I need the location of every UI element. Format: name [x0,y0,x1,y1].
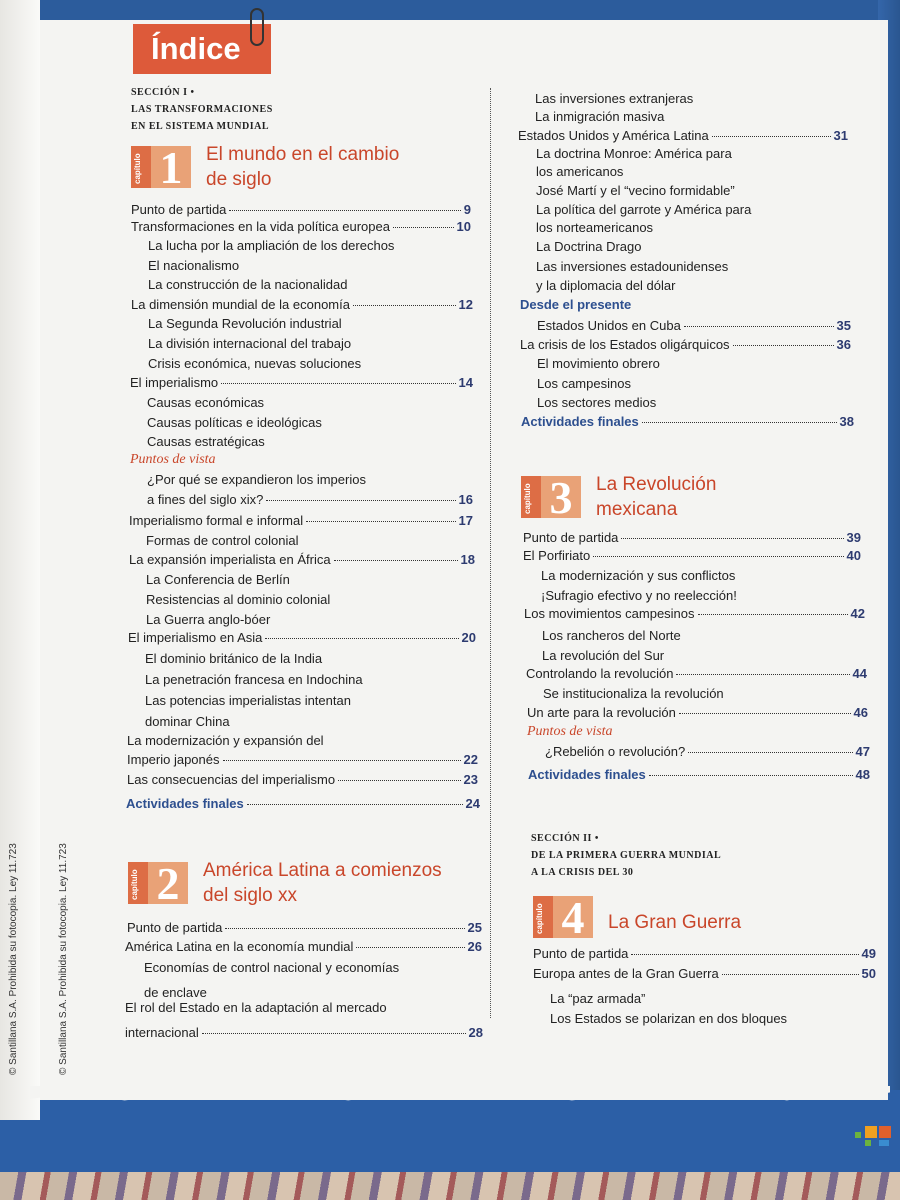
toc-subentry[interactable]: Se institucionaliza la revolución [543,686,724,701]
toc-entry[interactable]: Punto de partida 49 [533,946,876,961]
toc-subentry[interactable]: La construcción de la nacionalidad [148,277,348,292]
chapter-tab: capítulo [521,476,541,518]
section-label-desde-el-presente: Desde el presente [520,297,632,312]
chapter-title: América Latina a comienzos del siglo xx [203,860,442,906]
toc-subentry[interactable]: ¡Sufragio efectivo y no reelección! [541,588,737,603]
section-label-puntos-de-vista: Puntos de vista [527,724,613,739]
section-heading: SECCIÓN I • LAS TRANSFORMACIONES EN EL SISTEMA MUNDIAL [131,87,273,132]
toc-entry[interactable]: Los movimientos campesinos 42 [524,606,865,621]
toc-entry[interactable]: América Latina en la economía mundial 26 [125,939,482,954]
toc-subentry[interactable]: Los rancheros del Norte [542,628,681,643]
toc-entry-actividades[interactable]: Actividades finales 38 [521,414,854,429]
toc-entry-actividades[interactable]: Actividades finales 24 [126,796,480,811]
toc-entry[interactable]: El Porfiriato 40 [523,548,861,563]
toc-subentry[interactable]: La política del garrote y América para [536,202,752,217]
toc-subentry[interactable]: La lucha por la ampliación de los derechos [148,238,395,253]
toc-subentry[interactable]: ¿Por qué se expandieron los imperios [147,472,366,487]
toc-entry[interactable]: a fines del siglo xix? 16 [147,492,473,507]
toc-entry[interactable]: La dimensión mundial de la economía 12 [131,297,473,312]
toc-subentry[interactable]: El dominio británico de la India [145,651,323,666]
toc-entry[interactable]: El imperialismo 14 [130,375,473,390]
chapter-title: La Revolución mexicana [596,474,717,520]
toc-subentry[interactable]: La Segunda Revolución industrial [148,316,342,331]
fabric-background [0,1172,900,1200]
toc-subentry[interactable]: La “paz armada” [550,991,646,1006]
toc-subentry[interactable]: los americanos [536,164,624,179]
toc-subentry[interactable]: Las potencias imperialistas intentan [145,693,351,708]
toc-subentry[interactable]: Causas políticas e ideológicas [147,415,322,430]
toc-subentry[interactable]: La división internacional del trabajo [148,336,352,351]
section-heading: SECCIÓN II • DE LA PRIMERA GUERRA MUNDIAL A LA CRISIS DEL 30 [531,833,722,878]
toc-subentry[interactable]: Las inversiones extranjeras [535,91,694,106]
chapter-tab: capítulo [128,862,148,904]
toc-subentry[interactable]: La penetración francesa en Indochina [145,672,363,687]
chapter-title: El mundo en el cambio de siglo [206,144,400,190]
toc-subentry[interactable]: Crisis económica, nuevas soluciones [148,356,362,371]
toc-subentry[interactable]: y la diplomacia del dólar [536,278,676,293]
toc-subentry[interactable]: La Guerra anglo-bóer [146,612,271,627]
toc-subentry[interactable]: de enclave [144,985,207,1000]
toc-subentry[interactable]: Resistencias al dominio colonial [146,592,331,607]
toc-entry[interactable]: Europa antes de la Gran Guerra 50 [533,966,876,981]
toc-subentry[interactable]: los norteamericanos [536,220,654,235]
toc-subentry[interactable]: Los campesinos [537,376,631,391]
toc-entry[interactable]: El imperialismo en Asia 20 [128,630,476,645]
toc-subentry[interactable]: La inmigración masiva [535,109,665,124]
toc-entry[interactable]: Transformaciones en la vida política europea 10 [131,219,471,234]
toc-entry[interactable]: Punto de partida 25 [127,920,482,935]
chapter-tab: capítulo [533,896,553,938]
chapter-number: 1 [151,146,191,188]
page-left-edge [0,0,40,1120]
chapter-title: La Gran Guerra [608,912,742,933]
toc-subentry[interactable]: Causas estratégicas [147,434,265,449]
toc-entry[interactable]: El rol del Estado en la adaptación al mercado [125,1000,387,1015]
toc-subentry[interactable]: La revolución del Sur [542,648,665,663]
toc-entry[interactable]: Estados Unidos y América Latina 31 [518,128,848,143]
toc-subentry[interactable]: La modernización y sus conflictos [541,568,736,583]
toc-subentry[interactable]: Formas de control colonial [146,533,299,548]
paperclip-icon [250,8,264,46]
toc-subentry[interactable]: El nacionalismo [148,258,240,273]
copyright-notice: © Santillana S.A. Prohibida su fotocopia. Ley 11.723 [8,843,19,1075]
toc-subentry[interactable]: Las inversiones estadounidenses [536,259,729,274]
column-divider [490,88,491,1018]
toc-entry[interactable]: internacional 28 [125,1025,483,1040]
toc-entry[interactable]: La crisis de los Estados oligárquicos 36 [520,337,851,352]
section-label-puntos-de-vista: Puntos de vista [130,452,216,467]
copyright-notice: © Santillana S.A. Prohibida su fotocopia. Ley 11.723 [58,843,69,1075]
toc-subentry[interactable]: La Conferencia de Berlín [146,572,290,587]
toc-subentry[interactable]: La doctrina Monroe: América para [536,146,732,161]
toc-entry[interactable]: Punto de partida 39 [523,530,861,545]
toc-subentry[interactable]: dominar China [145,714,230,729]
toc-entry[interactable]: Controlando la revolución 44 [526,666,867,681]
toc-entry[interactable]: La modernización y expansión del [127,733,324,748]
page-title: Índice [133,24,271,74]
toc-entry[interactable]: La expansión imperialista en África 18 [129,552,475,567]
toc-subentry[interactable]: El movimiento obrero [537,356,660,371]
toc-subentry[interactable]: Los sectores medios [537,395,657,410]
toc-subentry[interactable]: La Doctrina Drago [536,239,642,254]
toc-entry-actividades[interactable]: Actividades finales 48 [528,767,870,782]
chapter-number: 2 [148,862,188,904]
chapter-tab: capítulo [131,146,151,188]
toc-subentry[interactable]: Economías de control nacional y economías [144,960,400,975]
toc-subentry[interactable]: Los Estados se polarizan en dos bloques [550,1011,788,1026]
chapter-number: 4 [553,896,593,938]
toc-entry[interactable]: Estados Unidos en Cuba 35 [537,318,851,333]
toc-entry[interactable]: Las consecuencias del imperialismo 23 [127,772,478,787]
chapter-number: 3 [541,476,581,518]
toc-entry[interactable]: Imperio japonés 22 [127,752,478,767]
toc-subentry[interactable]: José Martí y el “vecino formidable” [536,183,735,198]
toc-entry[interactable]: Un arte para la revolución 46 [527,705,868,720]
toc-entry[interactable]: ¿Rebelión o revolución? 47 [545,744,870,759]
toc-entry[interactable]: Punto de partida 9 [131,202,471,217]
toc-entry[interactable]: Imperialismo formal e informal 17 [129,513,473,528]
toc-subentry[interactable]: Causas económicas [147,395,265,410]
